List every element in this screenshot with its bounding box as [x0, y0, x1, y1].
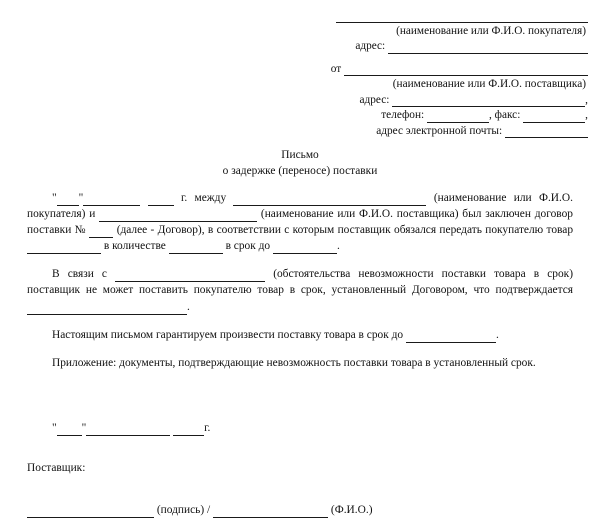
- para1-supplier-caption: (наименование или Ф.И.О. поставщика): [260, 208, 459, 221]
- from-line: [330, 62, 588, 78]
- footer-date-line: [27, 420, 573, 436]
- footer-quote-close: ": [81, 422, 87, 434]
- from-label: от: [330, 62, 342, 75]
- document-title: [0, 147, 600, 179]
- email-line: [330, 124, 588, 140]
- phone-fax-line: [330, 108, 588, 124]
- supplier-name-blank[interactable]: [344, 64, 588, 76]
- para2-circumstances-caption: (обстоятельства невозможности поставки товара в: [273, 268, 540, 281]
- para1-year-suffix: г. между: [180, 192, 227, 204]
- supplier-address-blank[interactable]: [392, 95, 585, 107]
- para1-day-blank[interactable]: [57, 194, 79, 206]
- para1-obliged: обязался передать покупателю товар: [394, 224, 574, 237]
- para1-and: и: [89, 208, 96, 221]
- para3-text: Настоящим письмом гарантируем произвести поставку товара в срок до: [52, 328, 404, 341]
- para1-period: .: [336, 240, 340, 253]
- footer-month-blank[interactable]: [86, 424, 170, 436]
- buyer-name-caption: (наименование или Ф.И.О. покупателя): [396, 24, 586, 37]
- para1-quantity-blank[interactable]: [169, 242, 223, 254]
- para4-text: Приложение: документы, подтверждающие невозможность поставки товара в установленный срок.: [52, 356, 536, 369]
- email-blank[interactable]: [505, 126, 588, 138]
- fax-comma: ,: [585, 109, 588, 121]
- fax-blank[interactable]: [523, 111, 585, 123]
- para1-quantity-label: в количестве: [103, 240, 166, 253]
- footer-year-blank[interactable]: [173, 424, 204, 436]
- para3-new-deadline-blank[interactable]: [406, 331, 496, 343]
- supplier-address-label: адрес:: [359, 93, 390, 106]
- footer-day-blank[interactable]: [57, 424, 82, 436]
- supplier-label: Поставщик:: [27, 462, 86, 474]
- para2-lead: В связи с: [52, 268, 107, 281]
- para1-goods-blank[interactable]: [27, 242, 101, 254]
- email-label: адрес электронной почты:: [376, 124, 503, 137]
- buyer-address-line: [330, 39, 588, 55]
- fio-blank[interactable]: [213, 506, 328, 518]
- supplier-name-caption: (наименование или Ф.И.О. поставщика): [392, 78, 586, 90]
- buyer-address-label: адрес:: [355, 40, 386, 52]
- fax-label: факс:: [494, 109, 521, 121]
- title-line-1: Письмо: [281, 149, 319, 161]
- phone-comma: ,: [488, 109, 492, 121]
- para1-supplier-blank[interactable]: [99, 210, 257, 222]
- para2-period: .: [187, 300, 190, 313]
- para1-month-blank[interactable]: [83, 194, 140, 206]
- para1-quote-open: ": [52, 192, 57, 204]
- title-line-2: о задержке (переносе) поставки: [222, 165, 378, 177]
- footer-signature-line: [27, 502, 573, 518]
- buyer-address-blank[interactable]: [388, 42, 588, 54]
- para2-confirmation-blank[interactable]: [27, 303, 187, 315]
- para1-deadline-label: в срок до: [225, 240, 271, 253]
- footer-quote-open: ": [52, 422, 57, 434]
- signature-block: [27, 420, 573, 518]
- phone-label: телефон:: [381, 109, 425, 121]
- supplier-address-line: [330, 93, 588, 109]
- supplier-address-comma: ,: [585, 93, 588, 106]
- buyer-name-line: [330, 8, 588, 24]
- para1-year-blank[interactable]: [148, 194, 174, 206]
- para2-circumstances-blank[interactable]: [115, 270, 265, 282]
- para3-period: .: [495, 328, 499, 341]
- paragraph-contract-details: [27, 190, 573, 254]
- phone-blank[interactable]: [427, 111, 489, 123]
- header-spacer: [330, 55, 588, 62]
- para1-hereinafter: (далее - Договор), в соответствии с которым поставщик: [116, 224, 391, 237]
- para1-buyer-blank[interactable]: [233, 194, 426, 206]
- signature-blank[interactable]: [27, 506, 154, 518]
- fio-caption: (Ф.И.О.): [330, 504, 373, 516]
- para2-continuation: срок) поставщик не может поставить покупателю товар в срок, установленный Договором, что: [27, 268, 574, 297]
- para1-was: был: [462, 208, 482, 221]
- paragraph-attachment: [27, 355, 573, 371]
- signature-separator: /: [207, 504, 211, 516]
- para1-buyer-caption-close: покупателя): [27, 208, 86, 221]
- paragraph-circumstances: [27, 266, 573, 314]
- para2-confirmed: подтверждается: [495, 284, 573, 297]
- signature-caption: (подпись): [156, 504, 205, 516]
- para1-deadline-blank[interactable]: [273, 242, 337, 254]
- paragraph-guarantee: [27, 327, 573, 343]
- addressee-header-block: [330, 8, 588, 139]
- para1-quote-close: ": [78, 192, 84, 204]
- para1-contract-number-blank[interactable]: [89, 226, 113, 238]
- para1-contract-text: заключен договор поставки №: [27, 208, 573, 237]
- para1-buyer-caption-open: (наименование или Ф.И.О.: [433, 192, 573, 204]
- document-body: [27, 190, 573, 371]
- footer-year-suffix: г.: [204, 422, 211, 434]
- buyer-name-blank[interactable]: [336, 11, 588, 23]
